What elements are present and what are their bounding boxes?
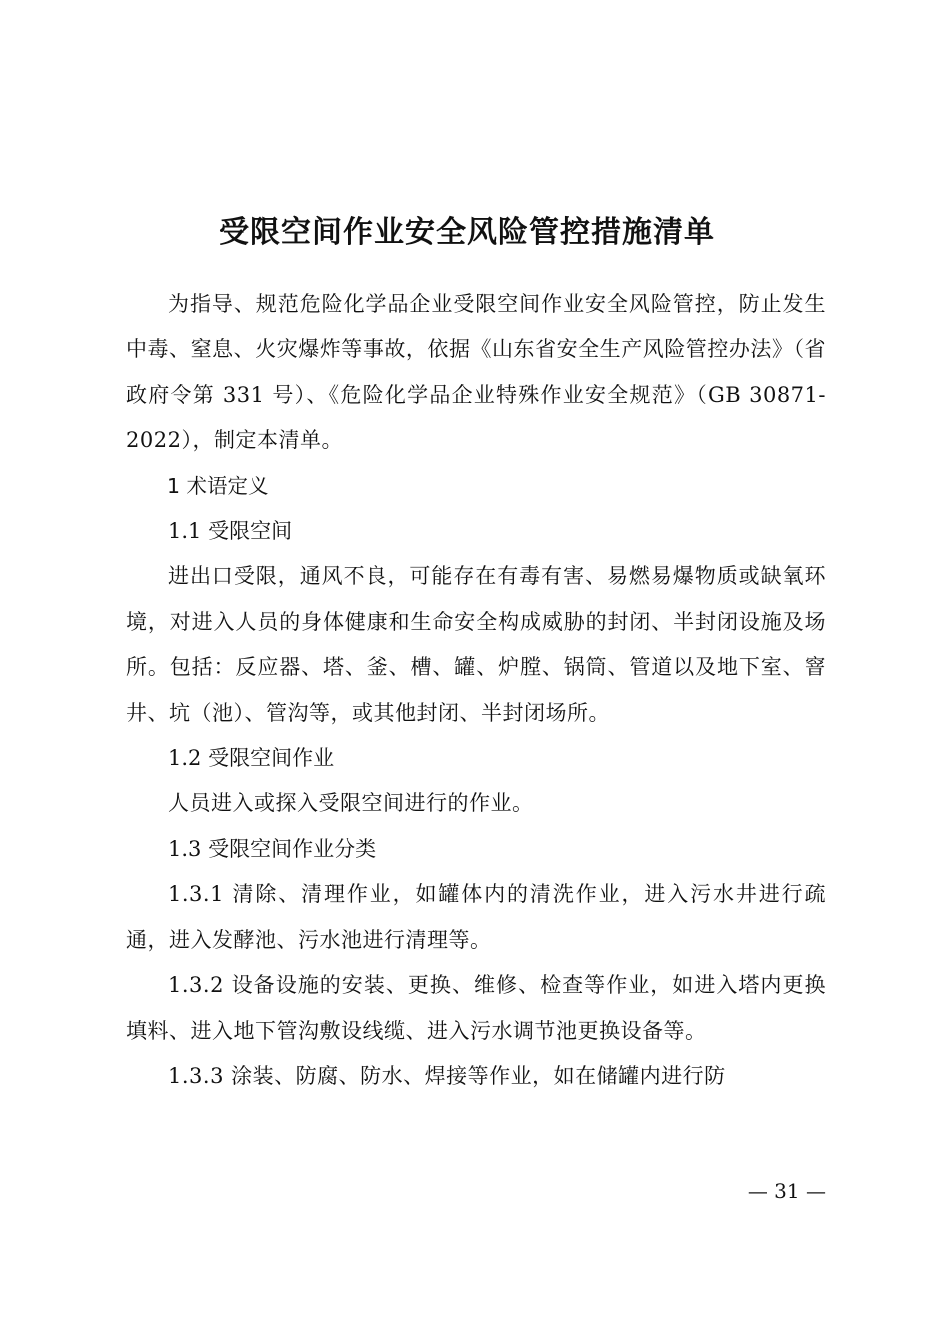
classification-item-1-3-2: 1.3.2 设备设施的安装、更换、维修、检查等作业，如进入塔内更换填料、进入地下管沟敷设线缆、进入污水调节池更换设备等。 [126, 973, 826, 1043]
subsection-heading-1-1: 1.1 受限空间 [168, 519, 293, 544]
page-number: — 31 — [747, 1179, 826, 1203]
definition-paragraph-1-1: 进出口受限，通风不良，可能存在有毒有害、易燃易爆物质或缺氧环境，对进入人员的身体健康和生命安全构成威胁的封闭、半封闭设施及场所。包括：反应器、塔、釜、槽、罐、炉膛、锅筒、管道以及地下室、窨井、坑（池）、管沟等，或其他封闭、半封闭场所。 [126, 564, 826, 725]
document-body [126, 282, 826, 1099]
section-heading-terms: 1 术语定义 [167, 473, 269, 498]
subsection-heading-1-3: 1.3 受限空间作业分类 [168, 836, 377, 861]
intro-paragraph: 为指导、规范危险化学品企业受限空间作业安全风险管控，防止发生中毒、窒息、火灾爆炸等事故，依据《山东省安全生产风险管控办法》（省政府令第 331 号）、《危险化学品企业特殊作业安全规范》（GB 30871-2022），制定本清单。 [126, 292, 826, 453]
classification-item-1-3-3: 1.3.3 涂装、防腐、防水、焊接等作业，如在储罐内进行防 [168, 1063, 726, 1088]
definition-paragraph-1-2: 人员进入或探入受限空间进行的作业。 [168, 791, 534, 816]
document-title: 受限空间作业安全风险管控措施清单 [219, 215, 715, 250]
classification-item-1-3-1: 1.3.1 清除、清理作业，如罐体内的清洗作业，进入污水井进行疏通，进入发酵池、污水池进行清理等。 [126, 882, 826, 952]
subsection-heading-1-2: 1.2 受限空间作业 [168, 746, 335, 771]
